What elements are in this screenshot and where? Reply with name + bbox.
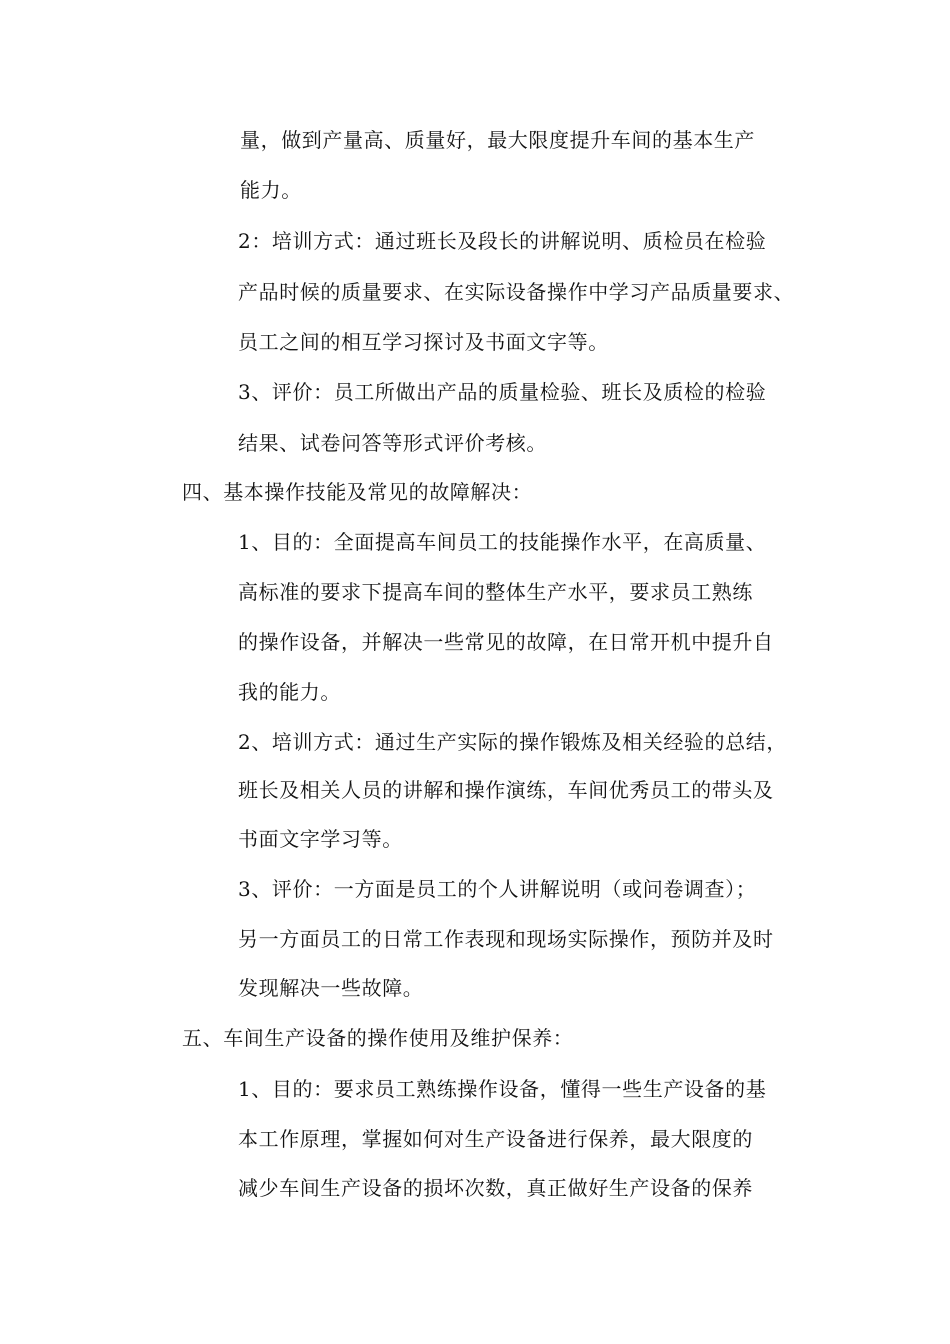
body-text-line: 量，做到产量高、质量好，最大限度提升车间的基本生产	[240, 128, 755, 152]
body-text-line: 员工之间的相互学习探讨及书面文字等。	[238, 330, 609, 354]
body-text-line: 能力。	[240, 178, 302, 202]
body-text-line: 高标准的要求下提高车间的整体生产水平，要求员工熟练	[238, 580, 753, 604]
section-heading-4: 四、基本操作技能及常见的故障解决：	[182, 480, 533, 504]
body-text-line: 书面文字学习等。	[238, 827, 403, 851]
list-item-training-method: 2、培训方式：通过生产实际的操作锻炼及相关经验的总结，	[238, 730, 787, 754]
body-text-line: 本工作原理，掌握如何对生产设备进行保养，最大限度的	[238, 1127, 753, 1151]
list-item-evaluation: 3、评价：员工所做出产品的质量检验、班长及质检的检验	[238, 380, 767, 404]
body-text-line: 结果、试卷问答等形式评价考核。	[238, 431, 547, 455]
list-item-purpose: 1、目的：要求员工熟练操作设备，懂得一些生产设备的基	[238, 1077, 767, 1101]
list-item-purpose: 1、目的：全面提高车间员工的技能操作水平，在高质量、	[238, 530, 767, 554]
list-item-training-method: 2：培训方式：通过班长及段长的讲解说明、质检员在检验	[238, 229, 767, 253]
body-text-line: 减少车间生产设备的损坏次数，真正做好生产设备的保养	[238, 1176, 753, 1200]
body-text-line: 发现解决一些故障。	[238, 976, 424, 1000]
body-text-line: 我的能力。	[238, 680, 341, 704]
section-heading-5: 五、车间生产设备的操作使用及维护保养：	[182, 1026, 574, 1050]
body-text-line: 另一方面员工的日常工作表现和现场实际操作，预防并及时	[238, 927, 774, 951]
list-item-evaluation: 3、评价：一方面是员工的个人讲解说明（或问卷调查）；	[238, 877, 757, 901]
body-text-line: 的操作设备，并解决一些常见的故障，在日常开机中提升自	[238, 630, 774, 654]
body-text-line: 班长及相关人员的讲解和操作演练，车间优秀员工的带头及	[238, 778, 774, 802]
body-text-line: 产品时候的质量要求、在实际设备操作中学习产品质量要求、	[238, 280, 795, 304]
